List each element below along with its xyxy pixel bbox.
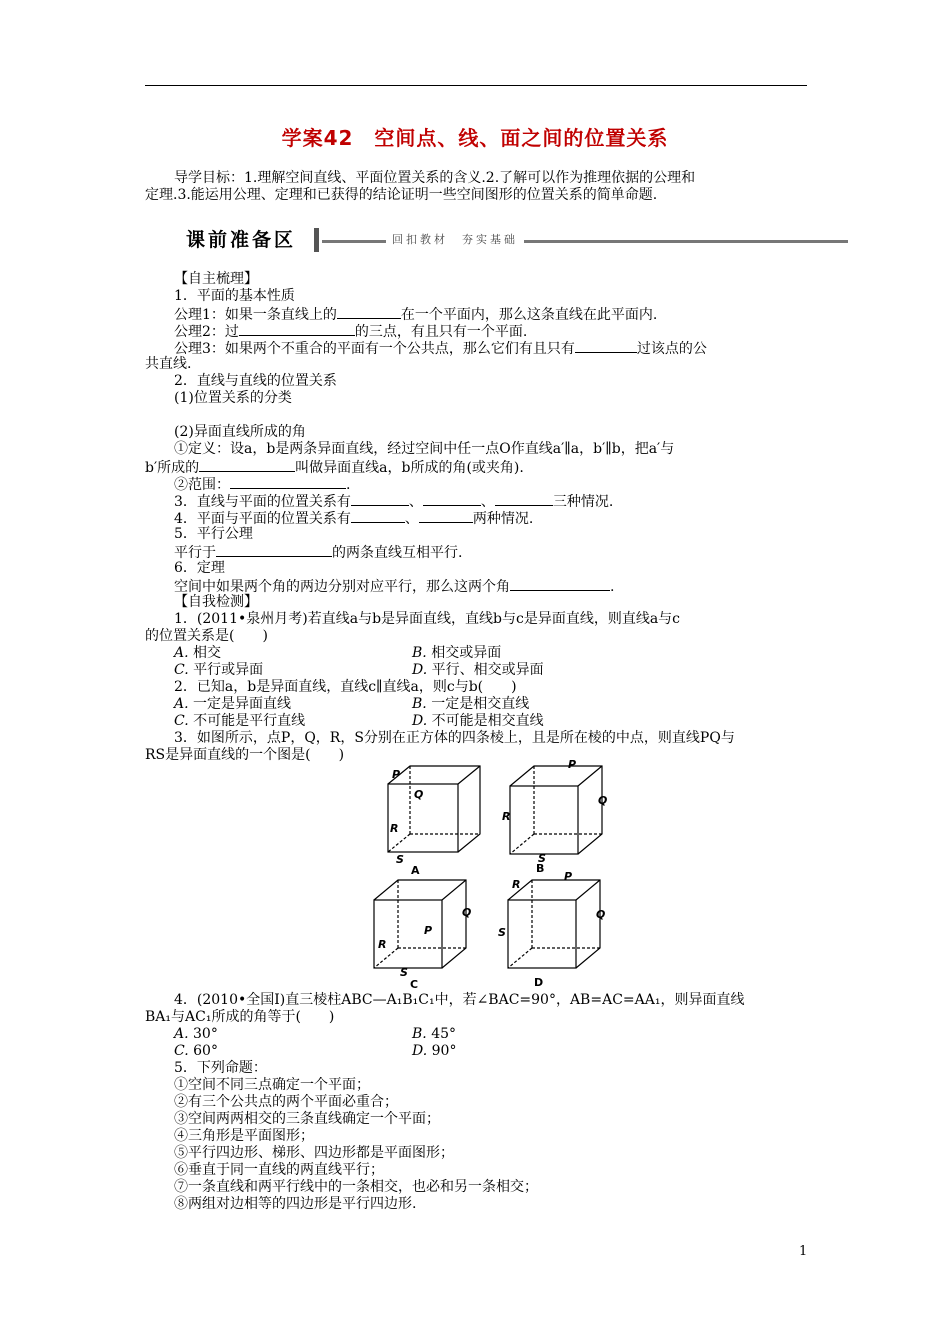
option-key: A. [174, 1026, 189, 1042]
axiom-2-a: 公理2：过 [174, 324, 239, 340]
figure-caption: B [536, 862, 545, 875]
q2-option-a [174, 696, 291, 713]
blank [199, 458, 295, 472]
q1-option-b [412, 645, 501, 662]
review-s1: 1．平面的基本性质 [174, 288, 295, 304]
axiom-3-b: 过该点的公 [636, 341, 707, 357]
q2-line: 2．已知a，b是异面直线，直线c∥直线a，则c与b( ) [174, 679, 517, 695]
blank [239, 322, 355, 336]
q5-item-6: ⑥垂直于同一直线的两直线平行； [174, 1162, 384, 1178]
blank [216, 543, 332, 557]
s5-a: 平行于 [174, 545, 216, 561]
option-text: 不可能是相交直线 [431, 713, 544, 729]
review-s2: 2．直线与直线的位置关系 [174, 373, 337, 389]
label-q: Q [462, 906, 472, 919]
review-s2-2: (2)异面直线所成的角 [174, 424, 306, 440]
objective-line-1: 导学目标：1.理解空间直线、平面位置关系的含义.2.了解可以作为推理依据的公理和 [174, 170, 696, 186]
s3-sep: 、 [408, 494, 423, 510]
q5-item-2: ②有三个公共点的两个平面必重合； [174, 1094, 398, 1110]
review-s5: 5．平行公理 [174, 526, 253, 542]
option-text: 不可能是平行直线 [193, 713, 306, 729]
s3-a: 3．直线与平面的位置关系有 [174, 494, 351, 510]
s5-b: 的两条直线互相平行. [332, 545, 463, 561]
q5-item-7: ⑦一条直线和两平行线中的一条相交，也必和另一条相交； [174, 1179, 538, 1195]
option-key: C. [174, 662, 189, 678]
figure-caption: C [410, 978, 419, 991]
option-key: C. [174, 713, 189, 729]
option-text: 平行或异面 [193, 662, 264, 678]
label-s: S [538, 852, 546, 865]
option-text: 相交或异面 [431, 645, 502, 661]
blank [337, 305, 401, 319]
q4-option-b [412, 1026, 456, 1043]
q4-line-1: 4．(2010•全国Ⅰ)直三棱柱ABC—A₁B₁C₁中，若∠BAC=90°，AB=AC=AA₁，则异面直线 [174, 992, 745, 1008]
def-c: 叫做异面直线a，b所成的角(或夹角). [295, 460, 524, 476]
q5-item-8: ⑧两组对边相等的四边形是平行四边形. [174, 1196, 417, 1212]
s3-sep: 、 [480, 494, 495, 510]
option-key: D. [412, 1043, 428, 1059]
option-key: D. [412, 662, 428, 678]
q5-line: 5．下列命题： [174, 1060, 267, 1076]
cube-figure-c [366, 876, 491, 991]
figure-caption: A [411, 864, 420, 877]
axiom-3 [174, 339, 707, 358]
option-text: 一定是异面直线 [193, 696, 292, 712]
figure-caption: D [534, 976, 544, 989]
s3-b: 三种情况. [552, 494, 614, 510]
q3-line-1: 3．如图所示，点P，Q，R，S分别在正方体的四条棱上，且是所在棱的中点，则直线PQ与 [174, 730, 735, 746]
label-p: P [568, 760, 577, 771]
option-key: B. [412, 645, 427, 661]
s4-b: 两种情况. [472, 511, 534, 527]
s6-a: 空间中如果两个角的两边分别对应平行，那么这两个角 [174, 579, 510, 595]
q1-option-c [174, 662, 263, 679]
q2-option-b [412, 696, 529, 713]
s4-sep: 、 [404, 511, 419, 527]
q1-option-a [174, 645, 221, 662]
axiom-1-a: 公理1：如果一条直线上的 [174, 307, 337, 323]
q4-option-d [412, 1043, 456, 1060]
label-r: R [378, 938, 387, 951]
label-p: P [424, 924, 433, 937]
label-r: R [502, 810, 511, 823]
blank [351, 509, 405, 523]
q4-option-c [174, 1043, 218, 1060]
label-q: Q [596, 908, 606, 921]
q1-line-1: 1．(2011•泉州月考)若直线a与b是异面直线，直线b与c是异面直线，则直线a与c [174, 611, 681, 627]
review-heading: 【自主梳理】 [174, 271, 258, 287]
blank [495, 492, 553, 506]
option-text: 45° [431, 1026, 457, 1042]
cube-figure-a [378, 762, 488, 877]
q4-option-a [174, 1026, 218, 1043]
q2-option-c [174, 713, 305, 730]
page-number: 1 [799, 1244, 808, 1259]
banner-subtitle: 回扣教材 夯实基础 [386, 226, 524, 254]
review-s2-1: (1)位置关系的分类 [174, 390, 292, 406]
header-rule [145, 85, 807, 86]
q5-item-4: ④三角形是平面图形； [174, 1128, 314, 1144]
option-key: D. [412, 713, 428, 729]
label-r: R [390, 822, 399, 835]
blank [575, 339, 637, 353]
option-key: C. [174, 1043, 189, 1059]
label-s: S [396, 853, 404, 866]
cube-figure-b [498, 760, 618, 875]
selftest-heading: 【自我检测】 [174, 594, 258, 610]
banner-label: 课前准备区 [186, 229, 297, 251]
objective-line-2: 定理.3.能运用公理、定理和已获得的结论证明一些空间图形的位置关系的简单命题. [145, 187, 658, 203]
label-q: Q [414, 788, 424, 801]
angle-definition: ①定义：设a，b是两条异面直线，经过空间中任一点O作直线a′∥a，b′∥b，把a′与 [174, 441, 675, 457]
q1-option-d [412, 662, 544, 679]
q3-line-2: RS是异面直线的一个图是( ) [145, 747, 345, 763]
q5-item-5: ⑤平行四边形、梯形、四边形都是平面图形； [174, 1145, 454, 1161]
blank [423, 492, 481, 506]
option-key: B. [412, 696, 427, 712]
option-text: 60° [193, 1043, 218, 1059]
option-text: 相交 [193, 645, 222, 661]
range-a: ②范围： [174, 477, 230, 493]
q4-line-2: BA₁与AC₁所成的角等于( ) [145, 1009, 335, 1025]
label-p: P [564, 870, 573, 883]
option-key: B. [412, 1026, 427, 1042]
option-text: 一定是相交直线 [431, 696, 530, 712]
axiom-3-cont: 共直线. [145, 356, 192, 372]
q5-item-1: ①空间不同三点确定一个平面； [174, 1077, 370, 1093]
label-s: S [400, 966, 408, 979]
option-text: 30° [193, 1026, 218, 1042]
option-text: 90° [431, 1043, 457, 1059]
q5-item-3: ③空间两两相交的三条直线确定一个平面； [174, 1111, 440, 1127]
option-key: A. [174, 696, 189, 712]
blank [351, 492, 409, 506]
label-r: R [512, 878, 521, 891]
axiom-1-b: 在一个平面内，那么这条直线在此平面内. [400, 307, 658, 323]
axiom-2-b: 的三点，有且只有一个平面. [354, 324, 528, 340]
review-s6: 6．定理 [174, 560, 225, 576]
q1-line-2: 的位置关系是( ) [145, 628, 268, 644]
section-banner [180, 226, 848, 254]
cube-figure-d [494, 870, 619, 990]
banner-bar [314, 228, 319, 252]
option-key: A. [174, 645, 189, 661]
blank [510, 577, 610, 591]
s4-a: 4．平面与平面的位置关系有 [174, 511, 351, 527]
s6-b: . [610, 579, 615, 595]
q2-option-d [412, 713, 544, 730]
blank [419, 509, 473, 523]
blank [230, 475, 346, 489]
range-b: . [346, 477, 351, 493]
page-title: 学案42 空间点、线、面之间的位置关系 [281, 126, 669, 150]
label-p: P [392, 768, 401, 781]
def-b: b′所成的 [145, 460, 200, 476]
label-s: S [498, 926, 506, 939]
label-q: Q [598, 794, 608, 807]
option-text: 平行、相交或异面 [431, 662, 544, 678]
axiom-3-a: 公理3：如果两个不重合的平面有一个公共点，那么它们有且只有 [174, 341, 575, 357]
